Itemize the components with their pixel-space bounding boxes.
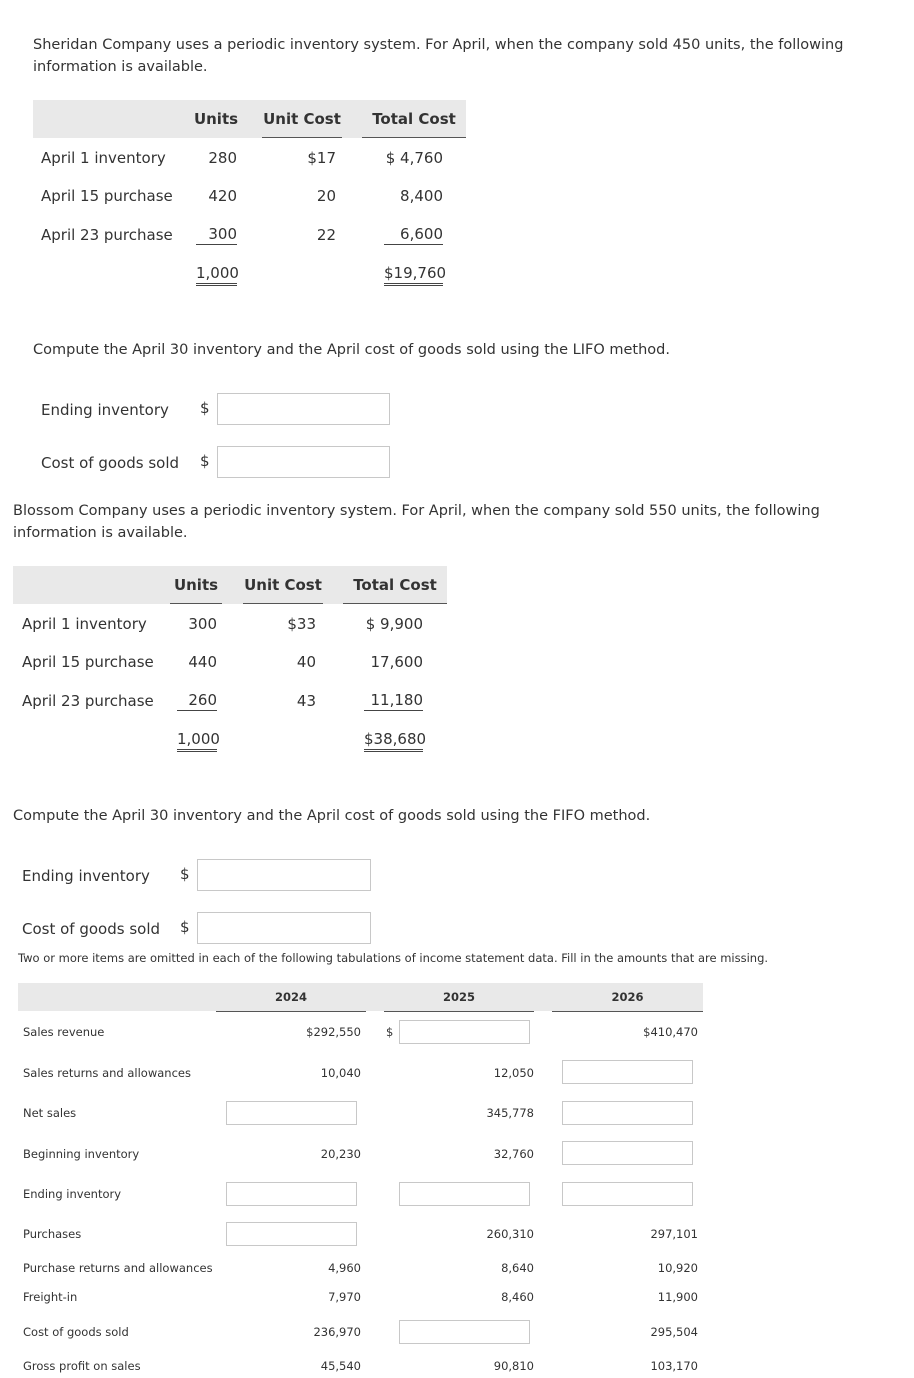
problem2-total-units: 1,000 [177,729,217,752]
freight-in-2024: 7,970 [328,1290,361,1304]
problem1-row-label: April 15 purchase [41,187,173,205]
problem2-row-units: 440 [188,653,217,671]
problem3-intro: Two or more items are omitted in each of the following tabulations of income statement data. Fill in the amounts that are missing. [18,951,769,965]
freight-in-2025: 8,460 [501,1290,534,1304]
purchase-returns-2025: 8,640 [501,1261,534,1275]
sales-revenue-2025-input[interactable] [399,1020,530,1044]
sales-returns-2024: 10,040 [320,1066,361,1080]
problem1-header-underline [362,137,466,138]
year-underline [552,1011,703,1012]
year-underline [384,1011,534,1012]
problem1-row-units: 420 [208,187,237,205]
ending-inventory-2024-input[interactable] [226,1182,357,1206]
cogs-2025-input[interactable] [399,1320,530,1344]
problem2-row-unit-cost: $33 [287,615,316,633]
cogs-2024: 236,970 [313,1325,361,1339]
problem1-total-units: 1,000 [196,263,237,286]
currency-symbol: $ [180,918,190,936]
row-label-purchase-returns: Purchase returns and allowances [23,1261,213,1275]
problem1-row-unit-cost: $17 [307,149,336,167]
problem2-header-underline [343,603,447,604]
problem2-instruction: Compute the April 30 inventory and the April cost of goods sold using the FIFO method. [13,808,651,824]
purchases-2026: 297,101 [650,1227,698,1241]
problem2-ending-label: Ending inventory [22,867,150,885]
problem2-row-label: April 15 purchase [22,653,154,671]
problem1-cogs-input[interactable] [217,446,390,478]
problem2-row-unit-cost: 43 [296,692,316,710]
problem2-row-total-cost: 11,180 [364,690,423,711]
problem1-row-label: April 1 inventory [41,149,166,167]
problem1-header-units: Units [193,110,239,128]
freight-in-2026: 11,900 [657,1290,698,1304]
cogs-2026: 295,504 [650,1325,698,1339]
problem1-cogs-label: Cost of goods sold [41,454,180,472]
problem1-header-unit-cost: Unit Cost [263,110,341,128]
problem1-row-units: 300 [196,224,237,245]
currency-symbol: $ [386,1025,394,1039]
sales-revenue-2026: $410,470 [643,1025,698,1039]
problem1-header-underline [262,137,342,138]
currency-symbol: $ [200,399,210,417]
problem2-header-total-cost: Total Cost [353,576,437,594]
problem1-row-total-cost: 8,400 [400,187,443,205]
gross-profit-2026: 103,170 [650,1359,698,1373]
problem2-total-cost: $38,680 [364,729,423,752]
problem1-row-unit-cost: 22 [316,226,336,244]
ending-inventory-2026-input[interactable] [562,1182,693,1206]
problem2-cogs-input[interactable] [197,912,371,944]
problem1-row-total-cost: 6,600 [384,224,443,245]
row-label-net-sales: Net sales [23,1106,77,1120]
beginning-inventory-2024: 20,230 [320,1147,361,1161]
problem1-row-units: 280 [208,149,237,167]
problem1-ending-label: Ending inventory [41,401,169,419]
problem2-header-unit-cost: Unit Cost [244,576,322,594]
problem1-row-total-cost: $ 4,760 [385,149,443,167]
net-sales-2025: 345,778 [486,1106,534,1120]
sales-returns-2026-input[interactable] [562,1060,693,1084]
problem2-intro: Blossom Company uses a periodic inventory system. For April, when the company sold 550 units, the following information is available. [13,503,820,541]
sales-returns-2025: 12,050 [493,1066,534,1080]
problem2-header-units: Units [173,576,219,594]
problem2-ending-inventory-input[interactable] [197,859,371,891]
problem2-header-underline [170,603,222,604]
currency-symbol: $ [200,452,210,470]
gross-profit-2025: 90,810 [493,1359,534,1373]
beginning-inventory-2025: 32,760 [493,1147,534,1161]
problem2-row-units: 300 [188,615,217,633]
problem1-row-label: April 23 purchase [41,226,173,244]
purchases-2024-input[interactable] [226,1222,357,1246]
sales-revenue-2024: $292,550 [306,1025,361,1039]
problem2-row-label: April 1 inventory [22,615,147,633]
problem1-header-total-cost: Total Cost [372,110,456,128]
problem2-header-underline [243,603,323,604]
problem1-intro: Sheridan Company uses a periodic inventory system. For April, when the company sold 450 units, the following information is available. [33,37,844,75]
problem2-row-unit-cost: 40 [296,653,316,671]
purchase-returns-2026: 10,920 [657,1261,698,1275]
problem1-total-cost: $19,760 [384,263,443,286]
problem2-row-total-cost: $ 9,900 [365,615,423,633]
row-label-gross-profit: Gross profit on sales [23,1359,141,1373]
problem2-cogs-label: Cost of goods sold [22,920,161,938]
purchases-2025: 260,310 [486,1227,534,1241]
currency-symbol: $ [180,865,190,883]
row-label-ending-inventory: Ending inventory [23,1187,122,1201]
year-underline [216,1011,366,1012]
gross-profit-2024: 45,540 [320,1359,361,1373]
beginning-inventory-2026-input[interactable] [562,1141,693,1165]
row-label-cogs: Cost of goods sold [23,1325,129,1339]
problem2-row-label: April 23 purchase [22,692,154,710]
row-label-purchases: Purchases [23,1227,82,1241]
problem1-instruction: Compute the April 30 inventory and the April cost of goods sold using the LIFO method. [33,342,670,358]
row-label-sales-returns: Sales returns and allowances [23,1066,191,1080]
problem2-row-total-cost: 17,600 [370,653,423,671]
row-label-freight-in: Freight-in [23,1290,78,1304]
problem1-ending-inventory-input[interactable] [217,393,390,425]
year-header-2025: 2025 [442,990,475,1004]
problem1-row-unit-cost: 20 [316,187,336,205]
problem2-row-units: 260 [177,690,217,711]
net-sales-2024-input[interactable] [226,1101,357,1125]
net-sales-2026-input[interactable] [562,1101,693,1125]
row-label-beginning-inventory: Beginning inventory [23,1147,140,1161]
row-label-sales-revenue: Sales revenue [23,1025,105,1039]
ending-inventory-2025-input[interactable] [399,1182,530,1206]
year-header-2026: 2026 [611,990,644,1004]
purchase-returns-2024: 4,960 [328,1261,361,1275]
year-header-2024: 2024 [274,990,307,1004]
